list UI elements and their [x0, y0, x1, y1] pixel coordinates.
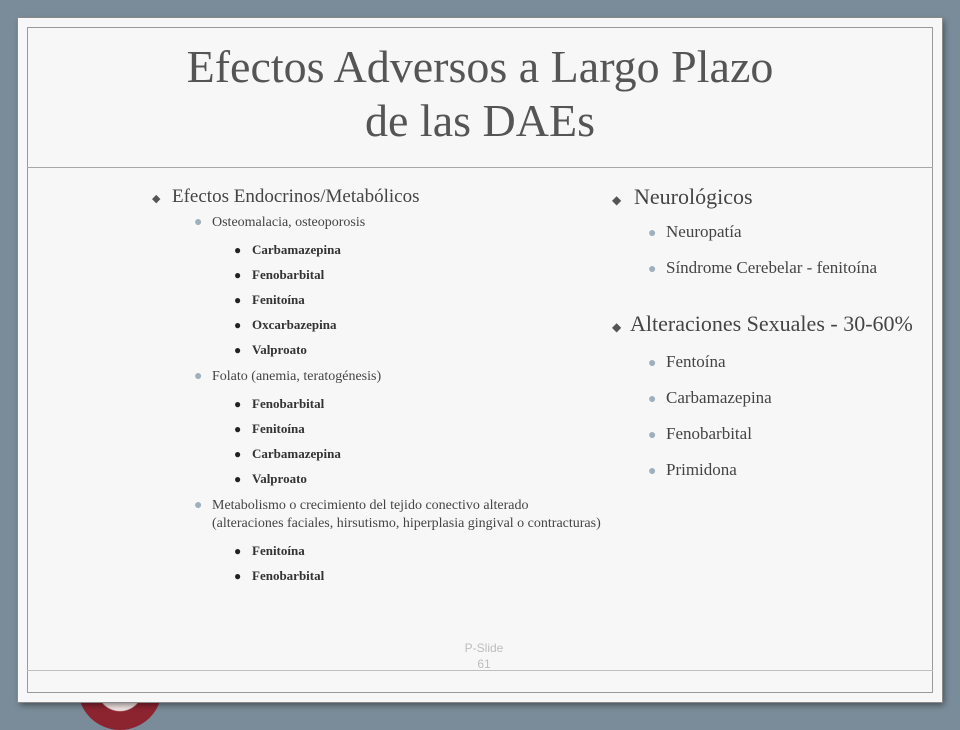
- dot-bullet-icon: ●: [234, 268, 242, 282]
- drug-text: Carbamazepina: [252, 446, 341, 461]
- dot-bullet-icon: ●: [234, 397, 242, 411]
- dot-bullet-icon: ●: [234, 422, 242, 436]
- subbullet-drug: [648, 349, 932, 376]
- bullet-text: Alteraciones Sexuales - 30-60%: [630, 311, 913, 336]
- subbullet-text: Folato (anemia, teratogénesis): [212, 369, 382, 384]
- dot-bullet-icon: ●: [648, 464, 657, 479]
- title-line-1: Efectos Adversos a Largo Plazo: [186, 41, 774, 92]
- slide-number-value: 61: [477, 657, 491, 671]
- drug-text: Fenobarbital: [252, 267, 325, 282]
- dot-bullet-icon: ●: [648, 356, 657, 371]
- drug-text: Fenitoína: [252, 543, 305, 558]
- drug-text: Carbamazepina: [252, 242, 341, 257]
- subbullet-metabolismo: [194, 497, 602, 533]
- drug-item: [234, 237, 602, 262]
- dot-bullet-icon: ●: [194, 498, 203, 513]
- drug-item: [234, 563, 602, 588]
- drug-text: Fenobarbital: [252, 568, 325, 583]
- dot-bullet-icon: ●: [194, 215, 203, 230]
- drug-item: [234, 391, 602, 416]
- slide-title: [38, 40, 922, 148]
- drug-item: [234, 416, 602, 441]
- bullet-text: Neurológicos: [634, 184, 753, 209]
- bullet-alteraciones: [612, 308, 932, 343]
- subbullet-sindrome: [648, 255, 898, 282]
- dot-bullet-icon: ●: [648, 262, 657, 277]
- subbullet-text: Metabolismo o crecimiento del tejido conectivo alterado (alteraciones faciales, hirsutismo, hiperplasia gingival o contracturas): [212, 498, 601, 531]
- title-divider: [27, 167, 933, 168]
- slide: [18, 18, 942, 702]
- diamond-bullet-icon: ◆: [612, 193, 622, 207]
- drug-text: Valproato: [252, 471, 307, 486]
- dot-bullet-icon: ●: [648, 226, 657, 241]
- slide-number-label: P-Slide: [464, 641, 504, 655]
- subbullet-text: Síndrome Cerebelar - fenitoína: [666, 258, 878, 277]
- subbullet-folato: [194, 368, 602, 386]
- dot-bullet-icon: ●: [234, 318, 242, 332]
- title-line-2: de las DAEs: [365, 95, 595, 146]
- bullet-neurologicos: [612, 184, 932, 210]
- subbullet-text: Primidona: [666, 460, 737, 479]
- slide-number: [444, 640, 524, 672]
- dot-bullet-icon: ●: [234, 293, 242, 307]
- dot-bullet-icon: ●: [234, 544, 242, 558]
- subbullet-drug: [648, 421, 932, 448]
- subbullet-text: Neuropatía: [666, 222, 742, 241]
- diamond-bullet-icon: ◆: [612, 320, 622, 334]
- drug-item: [234, 538, 602, 563]
- dot-bullet-icon: ●: [234, 447, 242, 461]
- diamond-bullet-icon: ◆: [152, 193, 161, 205]
- drug-text: Valproato: [252, 342, 307, 357]
- drug-text: Fenitoína: [252, 421, 305, 436]
- drug-item: [234, 262, 602, 287]
- bullet-endocrine: [152, 186, 602, 208]
- drug-text: Fenitoína: [252, 292, 305, 307]
- drug-item: [234, 441, 602, 466]
- drug-text: Oxcarbazepina: [252, 317, 337, 332]
- subbullet-drug: [648, 457, 932, 484]
- drug-text: Fenobarbital: [252, 396, 325, 411]
- dot-bullet-icon: ●: [648, 392, 657, 407]
- subbullet-text: Fenobarbital: [666, 424, 752, 443]
- subbullet-neuropatia: [648, 219, 932, 246]
- dot-bullet-icon: ●: [648, 428, 657, 443]
- subbullet-osteomalacia: [194, 214, 602, 232]
- subbullet-text: Carbamazepina: [666, 388, 772, 407]
- subbullet-drug: [648, 385, 932, 412]
- left-column: [152, 186, 602, 588]
- drug-item: [234, 337, 602, 362]
- bullet-text: Efectos Endocrinos/Metabólicos: [172, 186, 420, 207]
- dot-bullet-icon: ●: [234, 569, 242, 583]
- drug-item: [234, 466, 602, 491]
- right-column: [612, 184, 932, 484]
- drug-item: [234, 312, 602, 337]
- dot-bullet-icon: ●: [234, 243, 242, 257]
- dot-bullet-icon: ●: [234, 472, 242, 486]
- subbullet-text: Fentoína: [666, 352, 726, 371]
- drug-item: [234, 287, 602, 312]
- subbullet-text: Osteomalacia, osteoporosis: [212, 215, 366, 230]
- dot-bullet-icon: ●: [194, 369, 203, 384]
- dot-bullet-icon: ●: [234, 343, 242, 357]
